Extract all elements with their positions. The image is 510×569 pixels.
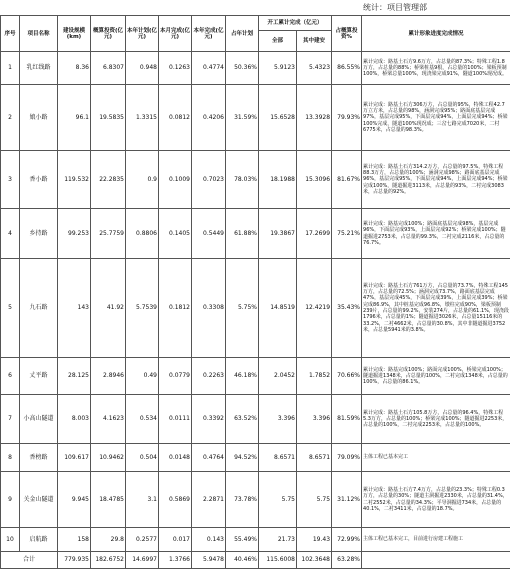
cum-self-cell: 17.2699 <box>297 209 332 259</box>
progress-cell: 累计完成：路基土石方761万方，占总量的73.7%，特殊工程145万方，占总量的72.5%；涵洞完成73.7%，路面底基层完成47%，基层完成45%，下面层完成39%，上面层完成39%；桥梁完成86.9%，其中桩基完成96.8%，墩柱完成90%，梁板预制239片，占总量的99.2%，安装274片，占总量的61.1%，现浇段1796米，占总量的1%；隧道掘进3026米，占总量15116米的33.2%，二衬4662米，占总量的30.8%，其中非隧道掘进3752米，占总量5941米的3.8%。 <box>362 259 510 358</box>
header-cum-self: 其中建安 <box>297 31 332 52</box>
table-row <box>1 358 510 395</box>
pct-plan-cell: 46.18% <box>226 358 259 395</box>
cum-self-cell: 15.3096 <box>297 151 332 209</box>
year-cell: 2.2871 <box>192 472 226 528</box>
pct-invest-cell: 81.67% <box>332 151 362 209</box>
invest-cell: 10.9462 <box>91 444 126 472</box>
invest-cell: 25.7759 <box>91 209 126 259</box>
progress-cell: 累计完成：路基土石方105.8万方，占总量的96.4%，特殊工程5.3万方，占总量的100%；桥梁完成100%；隧道掘进2253米，占总量的100%，二衬完成2253米，占总量的100%。 <box>362 395 510 444</box>
cum-all-cell: 3.396 <box>259 395 297 444</box>
pct-invest-cell: 81.59% <box>332 395 362 444</box>
seq-cell: 5 <box>1 259 20 358</box>
header-seq: 序号 <box>1 16 20 52</box>
total-progress <box>362 552 510 569</box>
scale-cell: 28.125 <box>58 358 91 395</box>
seq-cell: 1 <box>1 52 20 85</box>
seq-cell: 7 <box>1 395 20 444</box>
cum-all-cell: 2.0452 <box>259 358 297 395</box>
month-cell: 0.1812 <box>159 259 192 358</box>
header-pct-plan: 占年计划 <box>226 16 259 52</box>
pct-plan-cell: 73.78% <box>226 472 259 528</box>
year-cell: 0.4764 <box>192 444 226 472</box>
plan-cell: 0.504 <box>126 444 159 472</box>
cum-self-cell: 3.396 <box>297 395 332 444</box>
name-cell: 启航路 <box>20 528 58 552</box>
pct-plan-cell: 94.52% <box>226 444 259 472</box>
seq-cell: 4 <box>1 209 20 259</box>
total-cum-self: 102.3648 <box>297 552 332 569</box>
cum-all-cell: 14.8519 <box>259 259 297 358</box>
pct-invest-cell: 70.66% <box>332 358 362 395</box>
scale-cell: 8.36 <box>58 52 91 85</box>
scale-cell: 96.1 <box>58 85 91 151</box>
scale-cell: 158 <box>58 528 91 552</box>
scale-cell: 9.945 <box>58 472 91 528</box>
plan-cell: 0.948 <box>126 52 159 85</box>
seq-cell: 10 <box>1 528 20 552</box>
year-cell: 0.4206 <box>192 85 226 151</box>
plan-cell: 3.1 <box>126 472 159 528</box>
scale-cell: 119.532 <box>58 151 91 209</box>
cum-self-cell: 5.4323 <box>297 52 332 85</box>
total-plan: 14.6997 <box>126 552 159 569</box>
month-cell: 0.1263 <box>159 52 192 85</box>
header-year: 本年完成(亿元) <box>192 16 226 52</box>
stat-label: 统计：项目管理部 <box>363 2 427 13</box>
plan-cell: 0.534 <box>126 395 159 444</box>
year-cell: 0.3392 <box>192 395 226 444</box>
header-month: 本月完成(亿元) <box>159 16 192 52</box>
table-row <box>1 85 510 151</box>
table-row <box>1 395 510 444</box>
invest-cell: 22.2835 <box>91 151 126 209</box>
progress-cell: 主体工程已基本完工 <box>362 444 510 472</box>
invest-cell: 6.8307 <box>91 52 126 85</box>
year-cell: 0.143 <box>192 528 226 552</box>
pct-invest-cell: 79.93% <box>332 85 362 151</box>
progress-cell: 主体工程已基本完工，目前进行房建工程施工 <box>362 528 510 552</box>
plan-cell: 5.7539 <box>126 259 159 358</box>
header-invest: 概算投资(亿元) <box>91 16 126 52</box>
pct-plan-cell: 55.49% <box>226 528 259 552</box>
progress-cell: 累计完成：路基完成100%；路面底基层完成98%，基层完成96%，下面层完成93%，上面层完成92%；桥梁完成100%；隧道掘进2753米，占总量的99.3%，二衬完成2116米，占总量的76.7%。 <box>362 209 510 259</box>
total-scale: 779.935 <box>58 552 91 569</box>
table-row <box>1 209 510 259</box>
cum-all-cell: 19.3867 <box>259 209 297 259</box>
invest-cell: 18.4785 <box>91 472 126 528</box>
scale-cell: 109.617 <box>58 444 91 472</box>
table-row <box>1 472 510 528</box>
seq-cell: 3 <box>1 151 20 209</box>
progress-cell: 累计完成：路基土石方314.2万方，占总量的97.5%，特殊工程88.3万方，占总量的100%；涵洞完成98%；路面底基层完成96%，基层完成95%，下面层完成94%，上面层完成94%；桥梁完成100%，隧道掘进3113米，占总量的93%，二衬完成3083米，占总量的92%。 <box>362 151 510 209</box>
header-scale: 建设规模(km) <box>58 16 91 52</box>
header-pct-invest: 占概算投资% <box>332 16 362 52</box>
scale-cell: 99.253 <box>58 209 91 259</box>
plan-cell: 0.2577 <box>126 528 159 552</box>
pct-invest-cell: 35.43% <box>332 259 362 358</box>
cum-self-cell: 19.43 <box>297 528 332 552</box>
pct-invest-cell: 79.09% <box>332 444 362 472</box>
invest-cell: 29.8 <box>91 528 126 552</box>
pct-plan-cell: 63.52% <box>226 395 259 444</box>
plan-cell: 0.49 <box>126 358 159 395</box>
name-cell: 娘小路 <box>20 85 58 151</box>
progress-cell: 累计完成：路基土石方9.6万方，占总量的87.3%；特殊工程1.8万方，占总量的88%；桥梁桩基9根，占总量的100%；梁板预制100%，桥梁总量100%，现浇梁完成91%，隧道100%现况成。 <box>362 52 510 85</box>
total-cum-all: 115.6008 <box>259 552 297 569</box>
total-pct-invest: 63.28% <box>332 552 362 569</box>
pct-invest-cell: 75.21% <box>332 209 362 259</box>
month-cell: 0.1009 <box>159 151 192 209</box>
month-cell: 0.0111 <box>159 395 192 444</box>
month-cell: 0.0812 <box>159 85 192 151</box>
name-cell: 香榜路 <box>20 444 58 472</box>
name-cell: 乡持路 <box>20 209 58 259</box>
seq-cell: 8 <box>1 444 20 472</box>
total-invest: 182.6752 <box>91 552 126 569</box>
plan-cell: 1.3315 <box>126 85 159 151</box>
name-cell: 乳红线路 <box>20 52 58 85</box>
cum-self-cell: 1.7852 <box>297 358 332 395</box>
progress-table <box>0 15 510 569</box>
header-plan: 本年计划(亿元) <box>126 16 159 52</box>
month-cell: 0.5869 <box>159 472 192 528</box>
invest-cell: 41.92 <box>91 259 126 358</box>
table-row <box>1 151 510 209</box>
pct-plan-cell: 50.36% <box>226 52 259 85</box>
name-cell: 香小路 <box>20 151 58 209</box>
progress-cell: 累计完成：路基土石方7.4万方，占总量的23.3%；特殊工程0.3万方，占总量的30%；隧道主洞掘进2330米，占总量的31.4%，二衬2552米，占总量的34.3%；平导洞掘进734米，占总量的40.1%，二衬3411米，占总量的18.7%。 <box>362 472 510 528</box>
cum-all-cell: 5.9123 <box>259 52 297 85</box>
progress-cell: 累计完成：路基完成100%；路面完成100%，桥梁完成100%；隧道掘进1348米，占总量的100%，二衬完成1348米，占总量的100%，占总量的86.1%。 <box>362 358 510 395</box>
pct-plan-cell: 5.75% <box>226 259 259 358</box>
table-row <box>1 52 510 85</box>
year-cell: 0.5449 <box>192 209 226 259</box>
year-cell: 0.3308 <box>192 259 226 358</box>
scale-cell: 143 <box>58 259 91 358</box>
seq-cell: 2 <box>1 85 20 151</box>
total-year: 5.9478 <box>192 552 226 569</box>
table-row <box>1 259 510 358</box>
cum-all-cell: 21.73 <box>259 528 297 552</box>
invest-cell: 2.8946 <box>91 358 126 395</box>
plan-cell: 0.8806 <box>126 209 159 259</box>
header-name: 项目名称 <box>20 16 58 52</box>
cum-self-cell: 12.4219 <box>297 259 332 358</box>
scale-cell: 8.003 <box>58 395 91 444</box>
plan-cell: 0.9 <box>126 151 159 209</box>
total-month: 1.3766 <box>159 552 192 569</box>
pct-invest-cell: 31.12% <box>332 472 362 528</box>
year-cell: 0.2263 <box>192 358 226 395</box>
year-cell: 0.4774 <box>192 52 226 85</box>
table-row <box>1 528 510 552</box>
invest-cell: 4.1623 <box>91 395 126 444</box>
pct-plan-cell: 31.59% <box>226 85 259 151</box>
year-cell: 0.7023 <box>192 151 226 209</box>
header-progress: 累计形象进度完成情况 <box>362 16 510 52</box>
month-cell: 0.0779 <box>159 358 192 395</box>
cum-all-cell: 15.6528 <box>259 85 297 151</box>
month-cell: 0.0148 <box>159 444 192 472</box>
name-cell: 丈平路 <box>20 358 58 395</box>
total-pct-plan: 40.46% <box>226 552 259 569</box>
name-cell: 关金山隧道 <box>20 472 58 528</box>
pct-invest-cell: 86.55% <box>332 52 362 85</box>
header-cum-group: 开工累计完成（亿元） <box>259 16 332 31</box>
header-cum-all: 全部 <box>259 31 297 52</box>
table-row <box>1 444 510 472</box>
invest-cell: 19.5835 <box>91 85 126 151</box>
cum-self-cell: 13.3928 <box>297 85 332 151</box>
name-cell: 九石路 <box>20 259 58 358</box>
cum-all-cell: 8.6571 <box>259 444 297 472</box>
seq-cell: 6 <box>1 358 20 395</box>
cum-self-cell: 8.6571 <box>297 444 332 472</box>
seq-cell: 9 <box>1 472 20 528</box>
name-cell: 小高山隧道 <box>20 395 58 444</box>
pct-invest-cell: 72.99% <box>332 528 362 552</box>
cum-all-cell: 18.1988 <box>259 151 297 209</box>
progress-cell: 累计完成：路基土石方306万方，占总量的95%，特殊工程42.7万立方米，占总量的98%，涵洞完成95%；路面底基层完成97%，基层完成95%，下面层完成94%，上面层完成94%；桥梁100%完成，隧道100%现况成；三岔七路完成7020米，二村6775米，占总量的98.3%。 <box>362 85 510 151</box>
cum-self-cell: 5.75 <box>297 472 332 528</box>
total-label: 合计 <box>1 552 58 569</box>
total-row <box>1 552 510 569</box>
month-cell: 0.017 <box>159 528 192 552</box>
cum-all-cell: 5.75 <box>259 472 297 528</box>
pct-plan-cell: 78.03% <box>226 151 259 209</box>
month-cell: 0.1405 <box>159 209 192 259</box>
pct-plan-cell: 61.88% <box>226 209 259 259</box>
